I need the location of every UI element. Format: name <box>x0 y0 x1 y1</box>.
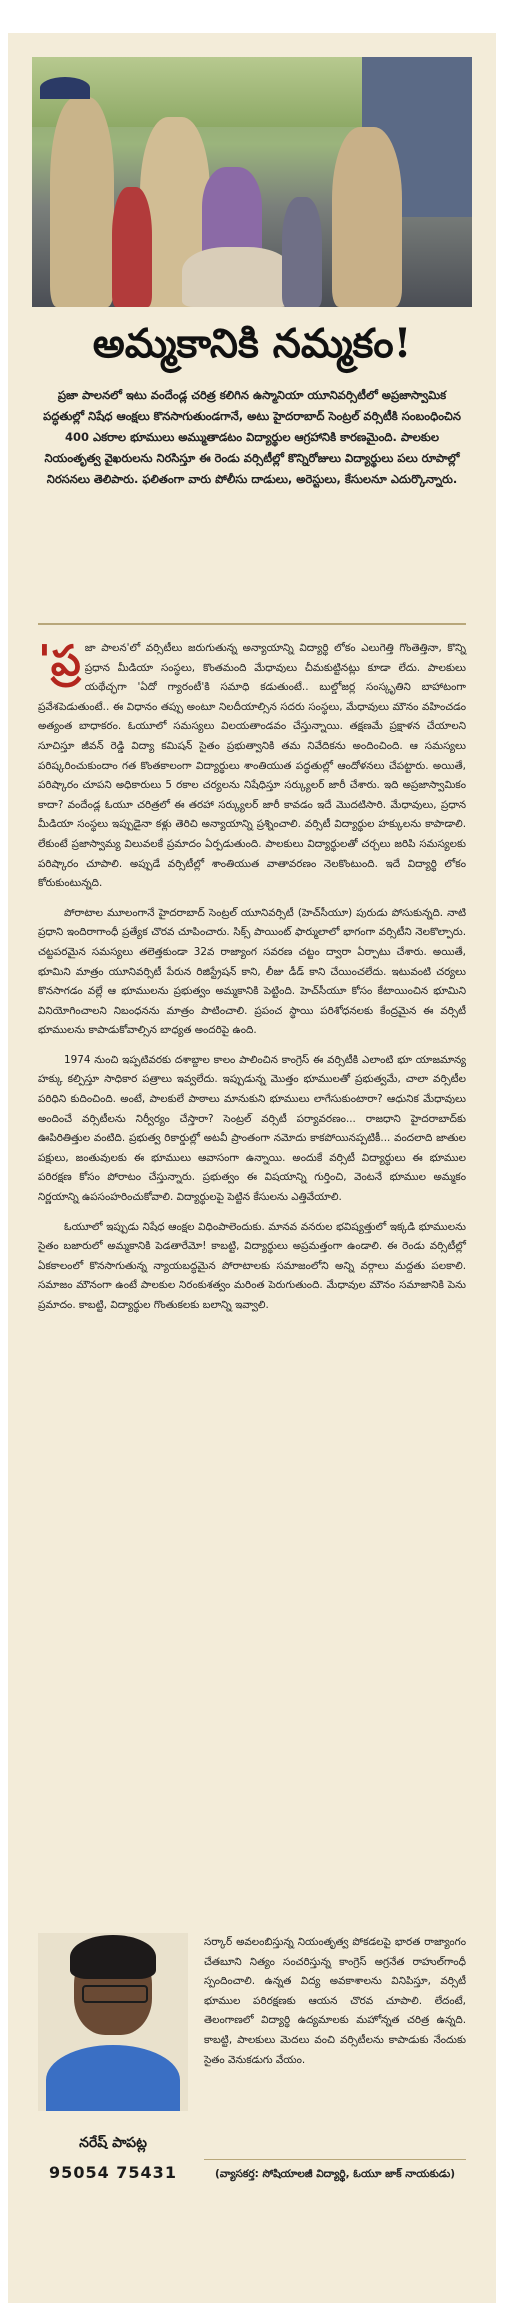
author-name: నరేష్ పాపట్ల <box>79 2135 147 2151</box>
article-body <box>38 636 466 1326</box>
author-phone: 95054 75431 <box>49 2163 177 2182</box>
paragraph-1-text: జా పాలన'లో వర్సిటీలు జరుగుతున్న అన్యాయాన్ని విద్యార్థి లోకం ఎలుగెత్తి గొంతెత్తినా, కొన్ని ప్రధాన మీడియా సంస్థలు, కొంతమంది మేధావులు చీమకుట్టినట్లు కూడా లేదు. పాలకులు యథేచ్ఛగా 'ఏదో గ్యారంటీ'కి సమాధి కడుతుంటే.. బుల్డోజర్ల సంస్కృతిని బాహాటంగా ప్రవేశపెడుతుంటే.. ఈ విధానం తప్పు అంటూ నిలదీయాల్సిన సదరు సంస్థలు, మేధావులు మౌనం వహించడం అత్యంత బాధాకరం. ఓయూలో సమస్యలు విలయతాండవం చేస్తున్నాయి. తక్షణమే ప్రక్షాళన చేయాలని సూచిస్తూ జీవన్ రెడ్డి విద్యా కమిషన్ సైతం ప్రభుత్వానికి తమ నివేదికను అందించింది. ఆ సమస్యలు పరిష్కరించుకుందాం గత కొంతకాలంగా విద్యార్థులు శాంతియుత పద్ధతుల్లో ఆందోళనలు చేపట్టారు. అయితే, పరిష్కారం చూపని అధికారులు 5 రకాల చర్యలను నిషేధిస్తూ సర్క్యులర్ జారీ చేశారు. ఇది అప్రజాస్వామికం కాదా? వందేండ్ల ఓయూ చరిత్రలో ఈ తరహా సర్క్యులర్ జారీ కావడం ఇదే మొదటిసారి. మేధావులు, ప్రధాన మీడియా సంస్థలు ఇప్పుడైనా కళ్లు తెరిచి అన్యాయాన్ని ప్రశ్నించాలి. వర్సిటీ విద్యార్థుల హక్కులను కాపాడాలి. లేకుంటే ప్రజాస్వామ్య విలువలకే ప్రమాదం ఏర్పడుతుంది. పాలకులు విద్యార్థులతో చర్చలు జరిపి సమస్యలకు పరిష్కారం చూపాలి. అప్పుడే వర్సిటీల్లో శాంతియుత వాతావరణం నెలకొంటుంది. ఇదే విద్యార్థి లోకం కోరుకుంటున్నది. <box>38 642 466 890</box>
closing-paragraph: సర్కార్ అవలంబిస్తున్న నియంతృత్వ పోకడలపై భారత రాజ్యాంగం చేతబూని నిత్యం సంచరిస్తున్న కాంగ్రెస్ అగ్రనేత రాహుల్‌గాంధీ స్పందించాలి. ఉన్నత విద్య అవకాశాలను వినిపిస్తూ, వర్సిటీ భూముల పరిరక్షణకు ఆయన చొరవ చూపాలి. లేదంటే, తెలంగాణలో విద్యార్థి ఉద్యమాలకు మహోన్నత చరిత్ర ఉన్నది. కాబట్టి, పాలకులు మెదలు వంచి వర్సిటీలను కాపాడుకు నేందుకు సైతం వెనుకడుగు వేయం. <box>204 1936 466 2066</box>
headline: అమ్మకానికి నమ్మకం! <box>92 320 412 367</box>
paragraph-4: ఓయూలో ఇప్పుడు నిషేధ ఆంక్షల విధింపాలెందుకు. మానవ వనరుల భవిష్యత్తులో ఇక్కడి భూములను సైతం బజారులో అమ్మకానికి పెడతారేమో! కాబట్టి, విద్యార్థులు అప్రమత్తంగా ఉండాలి. ఈ రెండు వర్సిటీల్లో ఏకకాలంలో కొనసాగుతున్న న్యాయబద్ధమైన పోరాటాలకు సమాజంలోని అన్ని వర్గాలు మద్దతు పలకాలి. సమాజం మౌనంగా ఉంటే పాలకుల నిరంకుశత్వం మరింత పెరుగుతుంది. మేధావుల మౌనం సమాజానికి పెను ప్రమాదం. కాబట్టి, విద్యార్థుల గొంతుకలకు బలాన్ని ఇవ్వాలి. <box>38 1220 466 1311</box>
lede: ప్రజా పాలనలో ఇటు వందేండ్ల చరిత్ర కలిగిన ఉస్మానియా యూనివర్సిటీలో అప్రజాస్వామిక పద్ధతుల్లో నిషేధ ఆంక్షలు కొనసాగుతుండగానే, అటు హైదరాబాద్ సెంట్రల్ వర్సిటీకి సంబంధించిన 400 ఎకరాల భూములు అమ్ముతాడటం విద్యార్థుల ఆగ్రహానికి కారణమైంది. పాలకుల నియంతృత్వ వైఖరులను నిరసిస్తూ ఈ రెండు వర్సిటీల్లో కొన్నిరోజులు విద్యార్థులు పలు రూపాల్లో నిరసనలు తెలిపారు. ఫలితంగా వారు పోలీసు దాడులు, అరెస్టులు, కేసులనూ ఎదుర్కొన్నారు. <box>43 388 461 486</box>
drop-cap: 'ప్ర <box>38 636 81 685</box>
paragraph-1 <box>38 636 466 894</box>
paragraph-3: 1974 నుంచి ఇప్పటివరకు దశాబ్దాల కాలం పాలించిన కాంగ్రెస్ ఈ వర్సిటీకి ఎలాంటి భూ యాజమాన్య హక్కు కల్పిస్తూ సాధికార పత్రాలు ఇవ్వలేదు. ఇప్పుడున్న మొత్తం భూములతో ప్రభుత్వమే, చాలా వర్సిటీల పరిధిని కుదించింది. అంటే, పాలకులే పాఠాలు మానుకుని భూములు లాగేసుకుంటారా? ఆధునిక మేధావులు అందించే వర్సిటీలను నిర్వీర్యం చేస్తారా? సెంట్రల్ వర్సిటీ పర్యావరణం... రాజధాని హైదరాబాద్‌కు ఊపిరితిత్తుల వంటిది. ప్రభుత్వ రికార్డుల్లో అటవీ ప్రాంతంగా నమోదు కాకపోయినప్పటికీ... వందలాది జాతుల పక్షులు, జంతువులకు ఈ భూములు ఆవాసంగా ఉన్నాయి. అందుకే వర్సిటీ విద్యార్థులు ఈ భూముల పరిరక్షణ కోసం పోరాటం చేస్తున్నారు. ప్రభుత్వం ఈ విషయాన్ని గుర్తించి, వెంటనే భూముల అమ్మకం నిర్ణయాన్ని ఉపసంహరించుకోవాలి. విద్యార్థులపై పెట్టిన కేసులను ఎత్తివేయాలి. <box>38 1053 466 1204</box>
author-byline: (వ్యాసకర్త: సోషియాలజీ విద్యార్థి, ఓయూ జాక్ నాయకుడు) <box>204 2159 466 2183</box>
paragraph-2: పోరాటాల మూలంగానే హైదరాబాద్ సెంట్రల్ యూనివర్సిటీ (హెచ్‌సీయూ) పురుడు పోసుకున్నది. నాటి ప్రధాని ఇందిరాగాంధీ ప్రత్యేక చొరవ చూపించారు. సిక్స్ పాయింట్ ఫార్ములాలో భాగంగా వర్సిటీని నెలకొల్పారు. చట్టపరమైన సమస్యలు తలెత్తకుండా 32వ రాజ్యాంగ సవరణ చట్టం ద్వారా ఏర్పాటు చేశారు. అయితే, భూమిని మాత్రం యూనివర్సిటీ పేరున రిజిస్ట్రేషన్ కాని, లీజు డీడ్ కాని చేయించలేదు. ఇటువంటి చర్యలు కొనసాగడం వల్లే ఆ భూములను ప్రభుత్వం అమ్మకానికి పెట్టింది. హెచ్‌సీయూ కోసం కేటాయించిన భూమిని వినియోగించాలని నిబంధనను మాత్రం పాటించాలి. ప్రపంచ స్థాయి పరిశోధనలకు కేంద్రమైన ఈ వర్సిటీ భూములను కాపాడుకోవాల్సిన బాధ్యత అందరిపై ఉంది. <box>38 906 466 1037</box>
author-photo <box>38 1933 188 2111</box>
divider <box>38 623 466 625</box>
article-page <box>8 33 496 2303</box>
protest-photo <box>32 57 472 307</box>
